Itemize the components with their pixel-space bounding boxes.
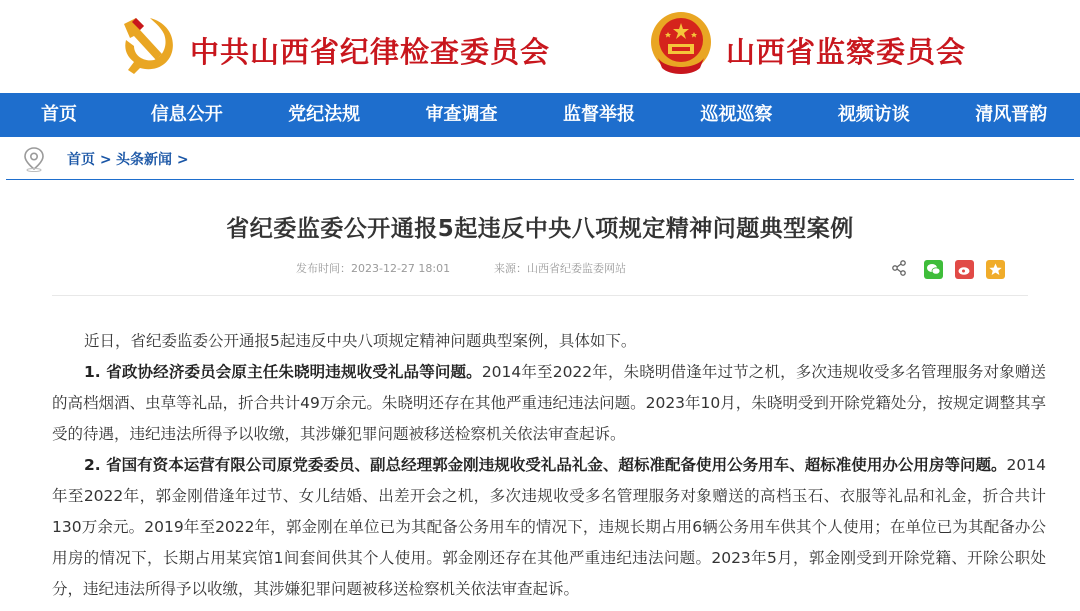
nav-item-report[interactable]: 监督举报 bbox=[562, 104, 635, 125]
favorite-button[interactable] bbox=[986, 260, 1005, 279]
party-committee-title: 中共山西省纪律检查委员会 bbox=[190, 35, 551, 69]
wechat-icon bbox=[926, 262, 941, 277]
site-header bbox=[0, 0, 1080, 93]
title-divider bbox=[52, 295, 1028, 296]
case-paragraph bbox=[52, 450, 1046, 605]
intro-paragraph: 近日，省纪委监委公开通报5起违反中央八项规定精神问题典型案例，具体如下。 bbox=[84, 332, 637, 350]
supervision-commission-title: 山西省监察委员会 bbox=[726, 35, 967, 69]
main-nav bbox=[0, 93, 1080, 137]
nav-item-qingfeng[interactable]: 清风晋韵 bbox=[975, 104, 1048, 125]
article-title: 省纪委监委公开通报5起违反中央八项规定精神问题典型案例 bbox=[226, 216, 854, 242]
nav-item-investigation[interactable]: 审查调查 bbox=[425, 104, 498, 125]
publish-time: 发布时间：2023-12-27 18:01 bbox=[296, 262, 451, 275]
case-body: 2014年至2022年，郭金刚借逢年过节、女儿结婚、出差开会之机，多次违规收受多名管理服务对象赠送的高档玉石、衣服等礼品和礼金，折合共计130万余元。2019年至2022年，郭金刚在单位已为其配备公务用车的情况下，违规长期占用6辆公务用车供其个人使用；在单位已为其配备办公用房的情况下，长期占用某宾馆1间套间供其个人使用。郭金刚还存在其他严重违纪违法问题。2023年5月，郭金刚受到开除党籍、开除公职处分，违纪违法所得予以收缴，其涉嫌犯罪问题被移送检察机关依法审查起诉。 bbox=[52, 456, 1046, 598]
breadcrumb-headlines[interactable]: 头条新闻 > bbox=[116, 152, 189, 168]
case-body: 2014年至2022年，朱晓明借逢年过节之机，多次违规收受多名管理服务对象赠送的高档烟酒、虫草等礼品，折合共计49万余元。朱晓明还存在其他严重违纪违法问题。2023年10月，朱晓明受到开除党籍处分，按规定调整其享受的待遇，违纪违法所得予以收缴，其涉嫌犯罪问题被移送检察机关依法审查起诉。 bbox=[52, 363, 1046, 443]
article-source: 来源：山西省纪委监委网站 bbox=[494, 262, 626, 275]
wechat-share-button[interactable] bbox=[924, 260, 943, 279]
case-heading: 2. 省国有资本运营有限公司原党委委员、副总经理郭金刚违规收受礼品礼金、超标准配备使用公务用车、超标准使用办公用房等问题。 bbox=[84, 456, 1007, 474]
nav-item-inspection[interactable]: 巡视巡察 bbox=[700, 104, 773, 125]
national-emblem-icon bbox=[648, 10, 714, 78]
star-icon bbox=[988, 262, 1003, 277]
weibo-icon bbox=[957, 262, 972, 277]
nav-item-info-disclosure[interactable]: 信息公开 bbox=[150, 104, 223, 125]
article-body bbox=[52, 326, 1046, 605]
location-pin-icon bbox=[22, 146, 46, 172]
hammer-sickle-icon bbox=[116, 12, 180, 76]
case-heading: 1. 省政协经济委员会原主任朱晓明违规收受礼品等问题。 bbox=[84, 363, 482, 381]
nav-item-home[interactable]: 首页 bbox=[41, 104, 77, 125]
breadcrumb bbox=[6, 137, 1074, 180]
nav-item-party-regulations[interactable]: 党纪法规 bbox=[288, 104, 361, 125]
nav-item-video[interactable]: 视频访谈 bbox=[837, 104, 910, 125]
breadcrumb-home[interactable]: 首页 > bbox=[67, 152, 112, 168]
weibo-share-button[interactable] bbox=[955, 260, 974, 279]
share-icon[interactable] bbox=[891, 260, 907, 276]
case-paragraph bbox=[52, 357, 1046, 450]
